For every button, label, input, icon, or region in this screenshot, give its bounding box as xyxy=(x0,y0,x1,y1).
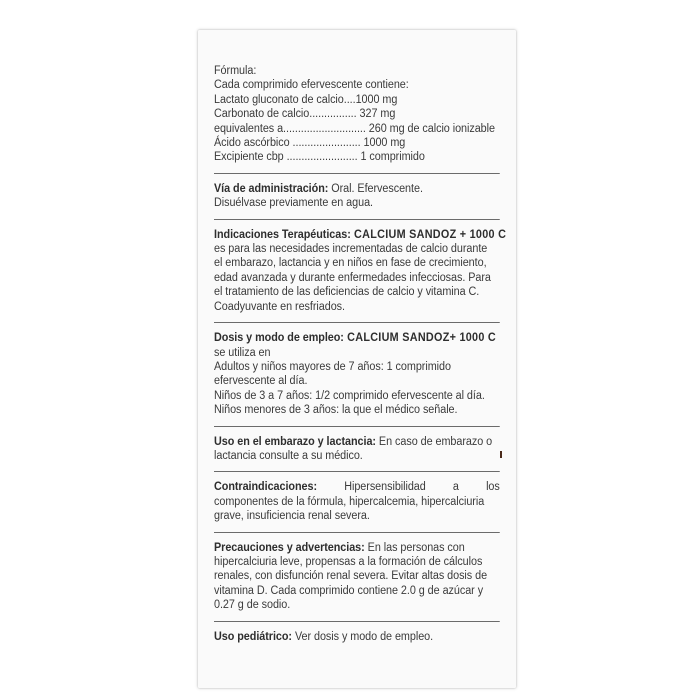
contra-label: Contraindicaciones: xyxy=(214,481,318,494)
contra-text: Hipersensibilidad a los xyxy=(344,481,500,494)
pediatrico-section xyxy=(214,630,500,652)
via-line-2: Disuélvase previamente en agua. xyxy=(214,197,373,210)
contra-line: grave, insuficiencia renal severa. xyxy=(214,510,370,523)
indicaciones-line: edad avanzada y durante enfermedades infecciosas. Para xyxy=(214,271,491,284)
formula-line: Cada comprimido efervescente contiene: xyxy=(214,79,409,92)
embarazo-line-2: lactancia consulte a su médico. xyxy=(214,449,363,462)
indicaciones-heading xyxy=(214,228,507,242)
indicaciones-line: es para las necesidades incrementadas de calcio durante xyxy=(214,243,488,256)
indicaciones-line: el tratamiento de las deficiencias de calcio y vitamina C. xyxy=(214,286,480,299)
via-line xyxy=(214,182,500,196)
formula-line: Excipiente cbp ........................ 1 comprimido xyxy=(214,151,425,164)
embarazo-text: En caso de embarazo o xyxy=(375,435,493,448)
contra-heading xyxy=(214,480,500,494)
indicaciones-section xyxy=(214,228,507,322)
indicaciones-line: el embarazo, lactancia y en niños en fase de crecimiento, xyxy=(214,257,487,270)
section-divider xyxy=(214,426,500,427)
formula-line: Lactato gluconato de calcio....1000 mg xyxy=(214,93,398,106)
precauciones-line: vitamina D. Cada comprimido contiene 2.0 g de azúcar y xyxy=(214,584,484,597)
precauciones-text: En las personas con xyxy=(364,541,465,554)
dosis-line: efervescente al día. xyxy=(214,375,308,388)
formula-line: Ácido ascórbico ....................... 1000 mg xyxy=(214,137,406,150)
dosis-line: Niños de 3 a 7 años: 1/2 comprimido efervescente al día. xyxy=(214,389,485,402)
pediatrico-label: Uso pediátrico: xyxy=(214,630,292,643)
via-text: Oral. Efervescente. xyxy=(328,182,423,195)
edge-mark xyxy=(500,451,502,458)
indicaciones-label: Indicaciones Terapéuticas: xyxy=(214,228,351,241)
leaflet-text xyxy=(214,64,507,652)
dosis-heading xyxy=(214,331,500,345)
embarazo-section xyxy=(214,435,500,472)
dosis-section xyxy=(214,331,500,425)
section-divider xyxy=(214,322,500,323)
formula-title: Fórmula: xyxy=(214,65,257,77)
precauciones-heading xyxy=(214,541,500,555)
embarazo-line xyxy=(214,435,500,449)
precauciones-line: 0.27 g de sodio. xyxy=(214,599,291,612)
formula-line: equivalentes a............................ 260 mg de calcio ionizable xyxy=(214,122,495,135)
pediatrico-text: Ver dosis y modo de empleo. xyxy=(291,630,434,643)
formula-section xyxy=(214,64,500,173)
indicaciones-brand: CALCIUM SANDOZ + 1000 C xyxy=(350,228,507,241)
formula-line: Carbonato de calcio................ 327 mg xyxy=(214,108,396,121)
section-divider xyxy=(214,173,500,174)
contra-section xyxy=(214,480,500,531)
embarazo-label: Uso en el embarazo y lactancia: xyxy=(214,435,376,448)
section-divider xyxy=(214,532,500,533)
pediatrico-line xyxy=(214,630,500,644)
precauciones-line: renales, con disfunción renal severa. Evitar altas dosis de xyxy=(214,570,488,583)
dosis-label: Dosis y modo de empleo: xyxy=(214,332,344,345)
via-section xyxy=(214,182,500,219)
precauciones-label: Precauciones y advertencias: xyxy=(214,541,365,554)
dosis-line: Niños menores de 3 años: la que el médico señale. xyxy=(214,404,458,417)
indicaciones-line: Coadyuvante en resfriados. xyxy=(214,300,345,313)
section-divider xyxy=(214,471,500,472)
dosis-brand: CALCIUM SANDOZ+ 1000 C xyxy=(343,332,497,345)
contra-line: componentes de la fórmula, hipercalcemia, hipercalciuria xyxy=(214,495,485,508)
precauciones-line: hipercalciuria leve, propensas a la formación de cálculos xyxy=(214,555,483,568)
dosis-line: se utiliza en xyxy=(214,346,271,359)
via-label: Vía de administración: xyxy=(214,182,329,195)
dosis-line: Adultos y niños mayores de 7 años: 1 comprimido xyxy=(214,360,451,373)
section-divider xyxy=(214,219,500,220)
precauciones-section xyxy=(214,541,500,621)
section-divider xyxy=(214,621,500,622)
